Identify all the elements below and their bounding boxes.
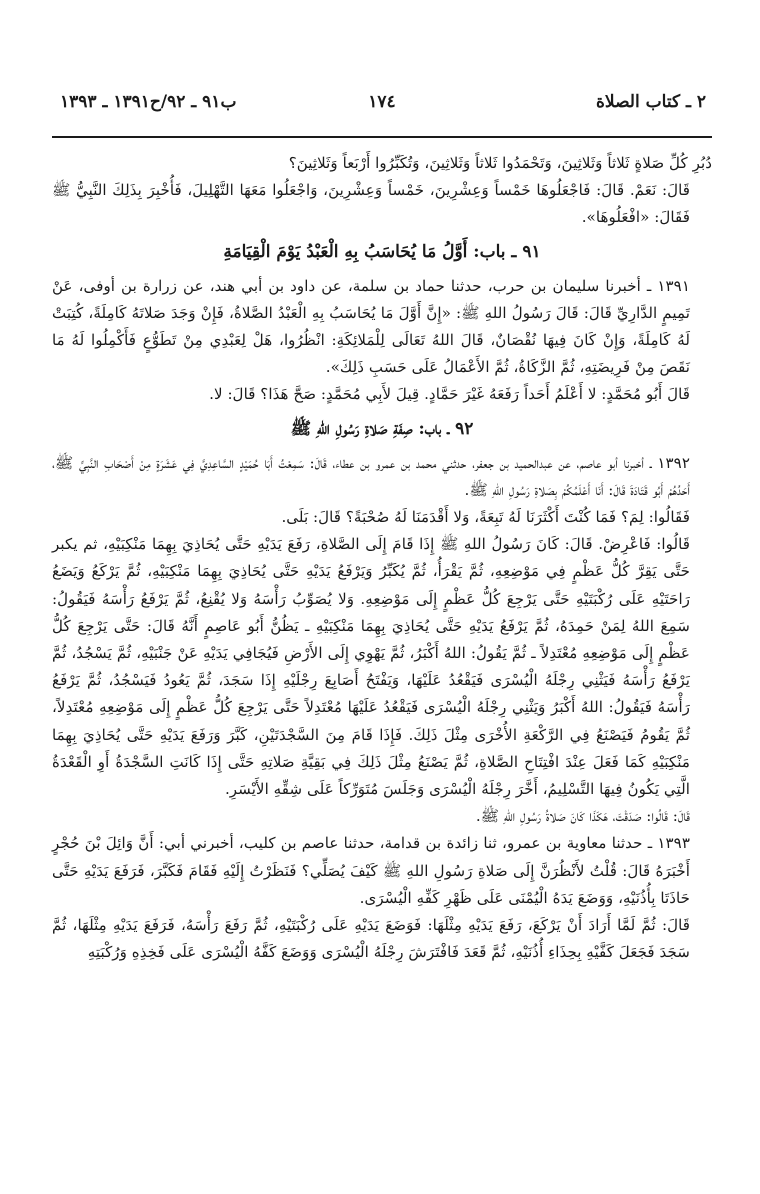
paragraph-reply: قَالَ: نَعَمْ. قَالَ: فَاجْعَلُوهَا خَمْساً وَعِشْرِينَ، خَمْساً وَعِشْرِينَ، وَاجْعَلُوا مَعَهَا التَّهْلِيلَ، فَأُخْبِرَ بِذَلِكَ النَّبِيُّ ﷺ فَقَالَ: «افْعَلُوهَا». (52, 181, 690, 227)
chapter-heading-92: ٩٢ ـ باب: صِفَةِ صَلاةِ رَسُولِ اللهِ ﷺ (290, 418, 474, 439)
hadith-1392: ١٣٩٢ ـ أخبرنا أبو عاصم، عن عبدالحميد بن جعفر، حدثني محمد بن عمرو بن عطاء، قَالَ: سَمِعْتُ أَبَا حُمَيْدٍ السَّاعِدِيَّ فِي عَشَرَةٍ مِنْ أَصْحَابِ النَّبِيِّ ﷺ، أَحَدُهُمْ أَبُو قَتَادَةَ قَالَ: أَنَا أَعْلَمُكُمْ بِصَلاةِ رَسُولِ اللهِ ﷺ. (52, 453, 690, 499)
page-number: ١٧٤ (368, 92, 396, 112)
hadith-range: ب٩١ ـ ٩٢/ح١٣٩١ ـ ١٣٩٣ (60, 92, 237, 112)
paragraph-confirmation: قَالَ: قَالُوا: صَدَقْتَ، هَكَذَا كَانَ صَلاةُ رَسُولِ اللهِ ﷺ. (475, 807, 690, 826)
paragraph-question: فَقَالُوا: لِمَ؟ فَمَا كُنْتَ أَكْثَرَنَا لَهُ تَبِعَةً، وَلا أَقْدَمَنَا لَهُ صُحْبَةً؟ قَالَ: بَلَى. (281, 508, 690, 527)
header-rule (52, 136, 712, 138)
page-body (52, 150, 712, 966)
paragraph-continuation: دُبُرِ كُلِّ صَلاةٍ ثَلاثاً وَثَلاثِينَ، وَتَحْمَدُوا ثَلاثاً وَثَلاثِينَ، وَتُكَبِّرُوا أَرْبَعاً وَثَلاثِينَ؟ (288, 154, 712, 172)
page-header (52, 92, 712, 122)
running-chapter-title: ٢ ـ كتاب الصلاة (596, 92, 706, 112)
hadith-1393: ١٣٩٣ ـ حدثنا معاوية بن عمرو، ثنا زائدة بن قدامة، حدثنا عاصم بن كليب، أخبرني أبي: أَنَّ وَائِلَ بْنَ حُجْرٍ أَخْبَرَهُ قَالَ: قُلْتُ لأَنْظُرَنَّ إِلَى صَلاةِ رَسُولِ اللهِ ﷺ كَيْفَ يُصَلِّي؟ فَنَظَرْتُ إِلَيْهِ فَقَامَ فَكَبَّرَ، فَرَفَعَ يَدَيْهِ حَتَّى حَاذَتَا بِأُذُنَيْهِ، وَوَضَعَ يَدَهُ الْيُمْنَى عَلَى ظَهْرِ كَفِّهِ الْيُسْرَى. (52, 834, 690, 907)
hadith-1391: ١٣٩١ ـ أخبرنا سليمان بن حرب، حدثنا حماد بن سلمة، عن داود بن أبي هند، عن زرارة بن أوفى، عَنْ تَمِيمٍ الدَّارِيِّ قَالَ: قَالَ رَسُولُ اللهِ ﷺ: «إِنَّ أَوَّلَ مَا يُحَاسَبُ بِهِ الْعَبْدُ الصَّلاةُ، فَإِنْ وَجَدَ صَلاتَهُ كَامِلَةً، كُتِبَتْ لَهُ كَامِلَةً، وَإِنْ كَانَ فِيهَا نُقْصَانٌ، قَالَ اللهُ تَعَالَى لِلْمَلائِكَةِ: انْظُرُوا، هَلْ لِعَبْدِي مِنْ تَطَوُّعٍ فَأَكْمِلُوا لَهُ مَا نَقَصَ مِنْ فَرِيضَتِهِ، ثُمَّ الزَّكَاةُ، ثُمَّ الأَعْمَالُ عَلَى حَسَبِ ذَلِكَ». (52, 276, 690, 377)
paragraph-description: قَالُوا: فَاعْرِضْ. قَالَ: كَانَ رَسُولُ اللهِ ﷺ إِذَا قَامَ إِلَى الصَّلاةِ، رَفَعَ يَدَيْهِ حَتَّى يُحَاذِيَ بِهِمَا مَنْكِبَيْهِ، ثم يكبر حَتَّى يَقِرَّ كُلُّ عَظْمٍ فِي مَوْضِعِهِ، ثُمَّ يَقْرَأُ، ثُمَّ يُكَبِّرُ وَيَرْفَعُ يَدَيْهِ حَتَّى يُحَاذِيَ بِهِمَا مَنْكِبَيْهِ، ثُمَّ يَرْكَعُ وَيَضَعُ رَاحَتَيْهِ عَلَى رُكْبَتَيْهِ حَتَّى يَرْجِعَ كُلُّ عَظْمٍ إِلَى مَوْضِعِهِ. وَلا يُصَوِّبُ رَأْسَهُ وَلا يُقْنِعُ، ثُمَّ يَرْفَعُ رَأْسَهُ فَيَقُولُ: سَمِعَ اللهُ لِمَنْ حَمِدَهُ، ثُمَّ يَرْفَعُ يَدَيْهِ حَتَّى يُحَاذِيَ بِهِمَا مَنْكِبَيْهِ ـ يَظُنُّ أَبُو عَاصِمٍ أَنَّهُ قَالَ: حَتَّى يَرْجِعَ كُلُّ عَظْمٍ إِلَى مَوْضِعِهِ مُعْتَدِلاً ـ ثُمَّ يَقُولُ: اللهُ أَكْبَرُ، ثُمَّ يَهْوِي إِلَى الأَرْضِ فَيُجَافِي يَدَيْهِ عَنْ جَنْبَيْهِ، ثُمَّ يَسْجُدُ، ثُمَّ يَرْفَعُ رَأْسَهُ فَيَثْنِي رِجْلَهُ الْيُسْرَى فَيَقْعُدُ عَلَيْهَا، وَيَفْتَحُ أَصَابِعَ رِجْلَيْهِ إِذَا سَجَدَ، ثُمَّ يَعُودُ فَيَسْجُدُ، ثُمَّ يَرْفَعُ رَأْسَهُ فَيَقُولُ: اللهُ أَكْبَرُ وَيَثْنِي رِجْلَهُ الْيُسْرَى فَيَقْعُدُ عَلَيْهَا مُعْتَدِلاً حَتَّى يَرْجِعَ كُلُّ عَظْمٍ إِلَى مَوْضِعِهِ مُعْتَدِلاً، ثُمَّ يَقُومُ فَيَصْنَعُ فِي الرَّكْعَةِ الأُخْرَى مِثْلَ ذَلِكَ. فَإِذَا قَامَ مِنَ السَّجْدَتَيْنِ، كَبَّرَ وَرَفَعَ يَدَيْهِ حَتَّى يُحَاذِيَ بِهِمَا مَنْكِبَيْهِ كَمَا فَعَلَ عِنْدَ افْتِتَاحِ الصَّلاةِ، ثُمَّ يَصْنَعُ مِثْلَ ذَلِكَ فِي بَقِيَّةِ صَلاتِهِ حَتَّى إِذَا كَانَتِ السَّجْدَةُ أَوِ الْقَعْدَةُ الَّتِي يَكُونُ فِيهَا التَّسْلِيمُ، أَخَّرَ رِجْلَهُ الْيُسْرَى وَجَلَسَ مُتَوَرِّكاً عَلَى شِقِّهِ الأَيْسَرِ. (52, 535, 690, 799)
chapter-heading-91: ٩١ ـ باب: أَوَّلُ مَا يُحَاسَبُ بِهِ الْعَبْدُ يَوْمَ الْقِيَامَةِ (223, 241, 541, 262)
paragraph-abu-muhammad: قَالَ أَبُو مُحَمَّدٍ: لا أَعْلَمُ أَحَداً رَفَعَهُ غَيْرَ حَمَّادٍ. قِيلَ لأَبِي مُحَمَّدٍ: صَحَّ هَذَا؟ قَالَ: لا. (209, 385, 690, 404)
paragraph-continuation-end: قَالَ: ثُمَّ لَمَّا أَرَادَ أَنْ يَرْكَعَ، رَفَعَ يَدَيْهِ مِثْلَهَا: فَوَضَعَ يَدَيْهِ عَلَى رُكْبَتَيْهِ، ثُمَّ رَفَعَ رَأْسَهُ، فَرَفَعَ يَدَيْهِ مِثْلَهَا، ثُمَّ سَجَدَ فَجَعَلَ كَفَّيْهِ بِحِذَاءِ أُذُنَيْهِ، ثُمَّ قَعَدَ فَافْتَرَشَ رِجْلَهُ الْيُسْرَى وَوَضَعَ كَفَّهُ الْيُسْرَى عَلَى فَخِذِهِ وَرُكْبَتِهِ (52, 916, 690, 962)
